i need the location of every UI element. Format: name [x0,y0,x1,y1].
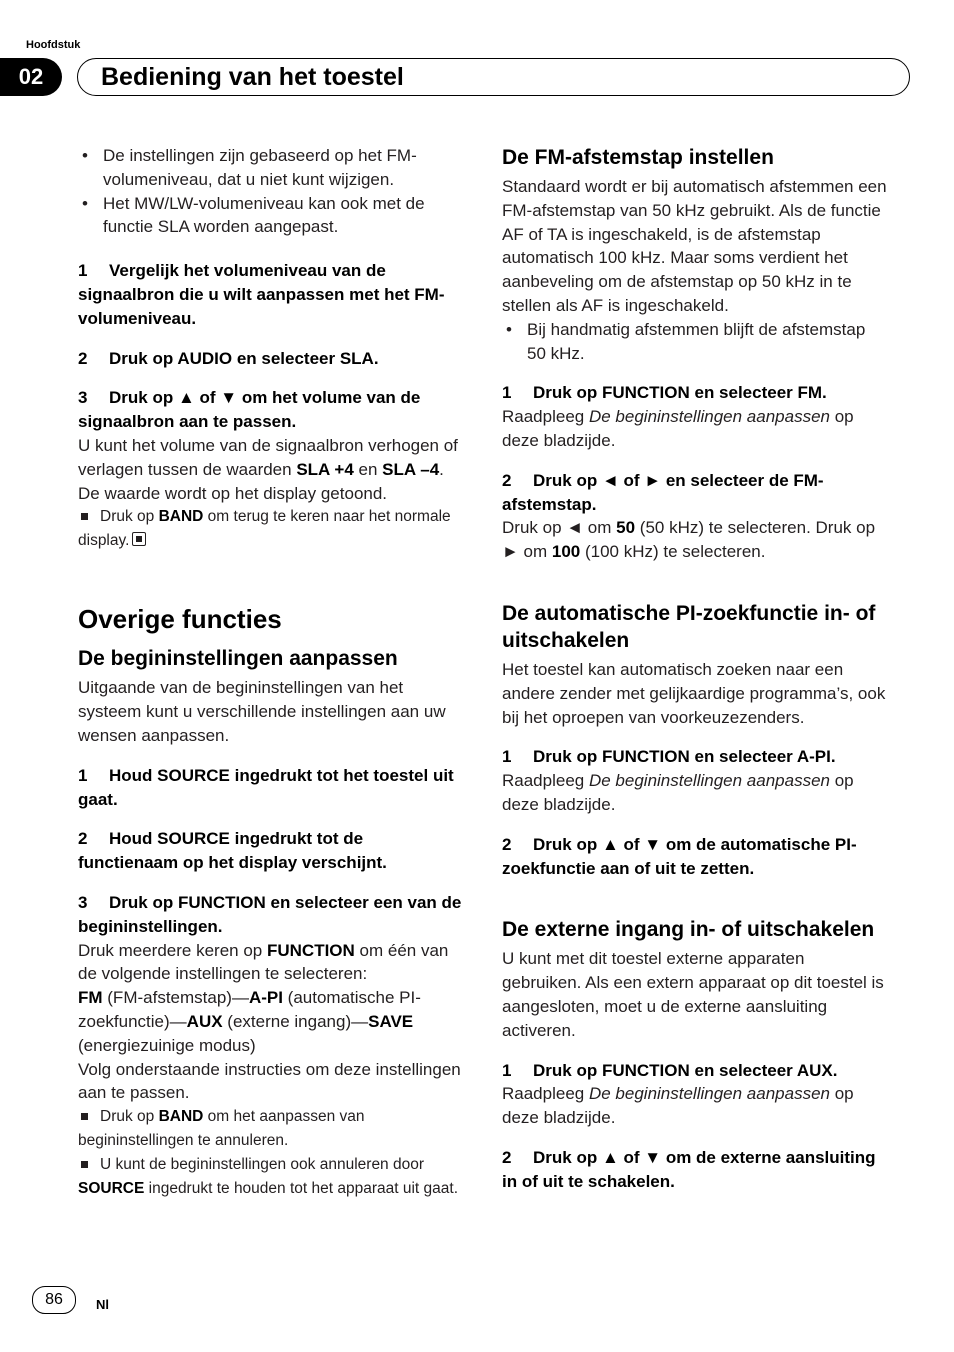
step-2-initial: 2 Houd SOURCE ingedrukt tot de functienaam op het display verschijnt. [78,829,387,873]
aux-reference: Raadpleeg De begininstellingen aanpassen op deze bladzijde. [502,1084,854,1128]
bullet-item: • Het MW/LW-volumeniveau kan ook met de functie SLA worden aangepast. [78,192,463,240]
fm-intro: Standaard wordt er bij automatisch afstemmen een FM-afstemstap van 50 kHz gebruikt. Als de functie AF of TA is ingeschakeld, is de afstemstap automatisch 100 kHz. Maar soms verdient het aanbeveling om de afstemstap op 50 kHz in te stellen als AF is ingeschakeld. [502,177,887,315]
initial-body-1: Druk meerdere keren op FUNCTION om één van de volgende instellingen te selecteren: [78,940,449,984]
initial-body-3: Volg onderstaande instructies om deze instellingen aan te passen. [78,1059,461,1103]
step-3-sla: 3 Druk op ▲ of ▼ om het volume van de signaalbron aan te passen. [78,388,421,432]
initial-note-1: Druk op BAND om het aanpassen van begininstellingen te annuleren. [78,1108,365,1150]
step-2-fm: 2 Druk op ◄ of ► en selecteer de FM-afstemstap. [502,470,824,514]
initial-intro: Uitgaande van de begininstellingen van het systeem kunt u verschillende instellingen aan uw wensen aanpassen. [78,678,446,745]
step-1-api: 1 Druk op FUNCTION en selecteer A-PI. [502,747,836,767]
fm-step-title: De FM-afstemstap instellen [502,146,774,169]
left-column [78,144,463,1201]
right-column [502,144,888,1194]
aux-intro: U kunt met dit toestel externe apparaten gebruiken. Als een extern apparaat op dit toestel is aangesloten, moet u de externe aansluiting activeren. [502,949,884,1040]
chapter-title: Bediening van het toestel [77,58,910,96]
fm-reference: Raadpleeg De begininstellingen aanpassen op deze bladzijde. [502,407,854,450]
step-1-initial: 1 Houd SOURCE ingedrukt tot het toestel uit gaat. [78,765,454,809]
step-1-sla: 1 Vergelijk het volumeniveau van de signaalbron die u wilt aanpassen met het FM-volumeniveau. [78,261,445,328]
section-title: Overige functies [78,604,282,635]
step-2-api: 2 Druk op ▲ of ▼ om de automatische PI-zoekfunctie aan of uit te zetten. [502,834,857,878]
note-square-icon [81,513,88,520]
sla-body: U kunt het volume van de signaalbron verhogen of verlagen tussen de waarden SLA +4 en SLA –4. De waarde wordt op het display getoond. [78,435,458,503]
page-number: 86 [32,1286,76,1314]
fm-bullets [502,318,888,366]
step-2-aux: 2 Druk op ▲ of ▼ om de externe aansluiting in of uit te schakelen. [502,1147,876,1191]
api-reference: Raadpleeg De begininstellingen aanpassen op deze bladzijde. [502,771,854,814]
step-3-initial: 3 Druk op FUNCTION en selecteer een van de begininstellingen. [78,892,462,936]
sla-bullets [78,144,463,239]
bullet-item: • Bij handmatig afstemmen blijft de afstemstap 50 kHz. [502,318,888,366]
step-1-fm: 1 Druk op FUNCTION en selecteer FM. [502,383,827,403]
note-square-icon [81,1161,88,1168]
api-intro: Het toestel kan automatisch zoeken naar een andere zender met gelijkaardige programma’s, ook bij het oproepen van voorkeuzezenders. [502,659,886,727]
language-code: Nl [96,1297,109,1312]
initial-body-2: FM (FM-afstemstap)—A-PI (automatische PI-zoekfunctie)—AUX (externe ingang)—SAVE (energiezuinige modus) [78,988,421,1055]
sla-note: Druk op BAND om terug te keren naar het normale display. [78,508,451,550]
initial-note-2: U kunt de begininstellingen ook annuleren door SOURCE ingedrukt te houden tot het apparaat uit gaat. [78,1156,459,1198]
note-square-icon [81,1113,88,1120]
bullet-item: • De instellingen zijn gebaseerd op het FM-volumeniveau, dat u niet kunt wijzigen. [78,144,463,192]
api-title: De automatische PI-zoekfunctie in- of uitschakelen [502,601,876,652]
step-2-sla: 2 Druk op AUDIO en selecteer SLA. [78,348,379,368]
aux-title: De externe ingang in- of uitschakelen [502,918,875,942]
initial-settings-title: De begininstellingen aanpassen [78,647,398,671]
chapter-number: 02 [0,58,62,96]
end-mark-icon [132,532,146,546]
step-1-aux: 1 Druk op FUNCTION en selecteer AUX. [502,1060,838,1080]
chapter-label: Hoofdstuk [26,39,81,51]
fm-body: Druk op ◄ om 50 (50 kHz) te selecteren. Druk op ► om 100 (100 kHz) te selecteren. [502,518,876,562]
